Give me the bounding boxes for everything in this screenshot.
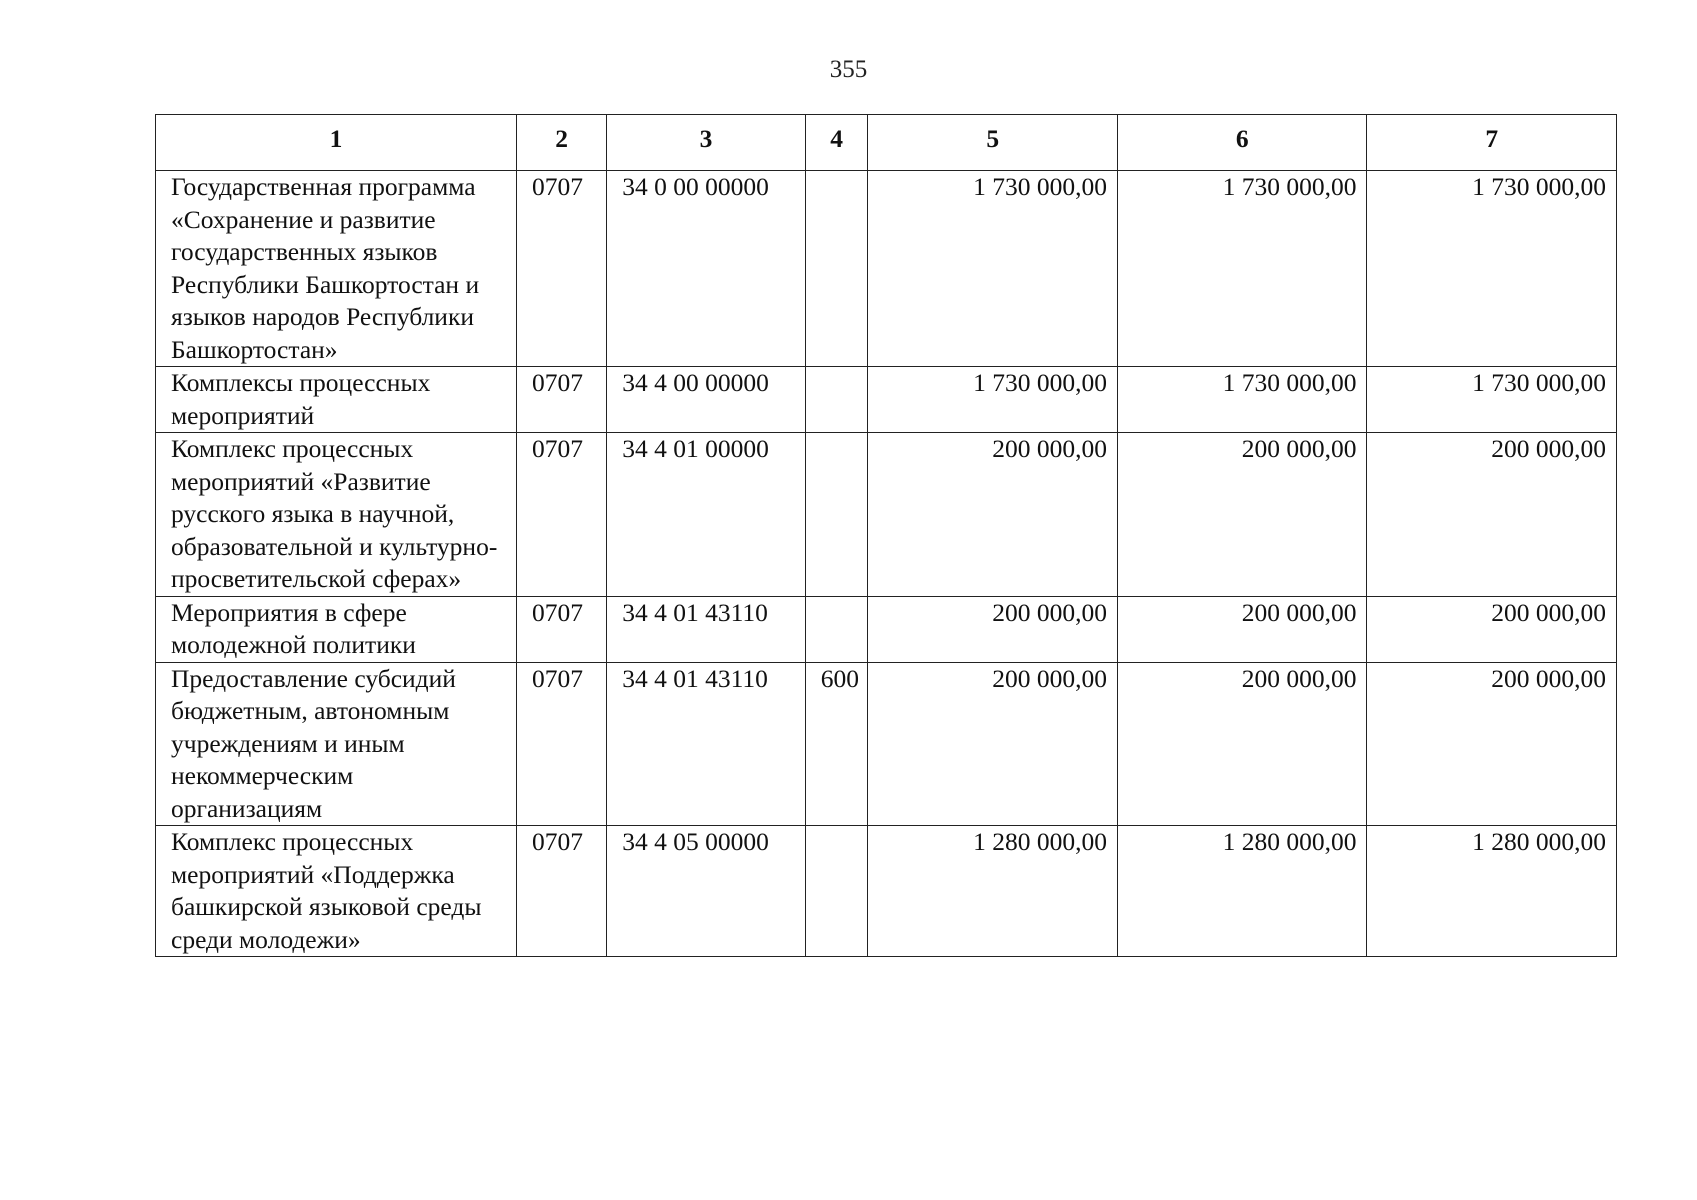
table-header xyxy=(156,115,1617,171)
row-target-code: 34 4 01 00000 xyxy=(607,433,806,597)
row-sum-1: 1 730 000,00 xyxy=(868,367,1118,433)
table-row xyxy=(156,826,1617,957)
row-target-code: 34 4 01 43110 xyxy=(607,662,806,826)
row-name: Комплекс процессных мероприятий «Поддержка башкирской языковой среды среди молодежи» xyxy=(156,826,517,957)
row-sum-3: 200 000,00 xyxy=(1367,433,1617,597)
row-sum-1: 200 000,00 xyxy=(868,596,1118,662)
row-sum-2: 1 730 000,00 xyxy=(1117,367,1367,433)
header-cell-3: 3 xyxy=(607,115,806,171)
row-sum-3: 200 000,00 xyxy=(1367,596,1617,662)
header-cell-7: 7 xyxy=(1367,115,1617,171)
row-sum-2: 200 000,00 xyxy=(1117,662,1367,826)
row-sum-3: 200 000,00 xyxy=(1367,662,1617,826)
row-name: Государственная программа «Сохранение и развитие государственных языков Республики Башкортостан и языков народов Республики Башкортостан» xyxy=(156,171,517,367)
row-expense-type xyxy=(805,433,868,597)
table-row xyxy=(156,433,1617,597)
row-expense-type: 600 xyxy=(805,662,868,826)
header-cell-5: 5 xyxy=(868,115,1118,171)
row-target-code: 34 4 00 00000 xyxy=(607,367,806,433)
row-section-code: 0707 xyxy=(517,171,607,367)
row-sum-3: 1 730 000,00 xyxy=(1367,171,1617,367)
row-sum-3: 1 280 000,00 xyxy=(1367,826,1617,957)
header-cell-6: 6 xyxy=(1117,115,1367,171)
table-row xyxy=(156,596,1617,662)
row-target-code: 34 0 00 00000 xyxy=(607,171,806,367)
row-section-code: 0707 xyxy=(517,596,607,662)
row-expense-type xyxy=(805,826,868,957)
row-section-code: 0707 xyxy=(517,433,607,597)
table-body xyxy=(156,171,1617,957)
table-row xyxy=(156,367,1617,433)
header-cell-2: 2 xyxy=(517,115,607,171)
table-row xyxy=(156,171,1617,367)
row-expense-type xyxy=(805,367,868,433)
row-sum-1: 200 000,00 xyxy=(868,433,1118,597)
row-expense-type xyxy=(805,596,868,662)
row-name: Комплекс процессных мероприятий «Развитие русского языка в научной, образовательной и культурно-просветительской сферах» xyxy=(156,433,517,597)
row-sum-2: 200 000,00 xyxy=(1117,433,1367,597)
header-cell-4: 4 xyxy=(805,115,868,171)
row-sum-2: 1 730 000,00 xyxy=(1117,171,1367,367)
row-name: Предоставление субсидий бюджетным, автономным учреждениям и иным некоммерческим организациям xyxy=(156,662,517,826)
row-section-code: 0707 xyxy=(517,662,607,826)
row-section-code: 0707 xyxy=(517,826,607,957)
row-sum-1: 200 000,00 xyxy=(868,662,1118,826)
header-cell-1: 1 xyxy=(156,115,517,171)
header-row xyxy=(156,115,1617,171)
row-target-code: 34 4 01 43110 xyxy=(607,596,806,662)
row-sum-3: 1 730 000,00 xyxy=(1367,367,1617,433)
row-section-code: 0707 xyxy=(517,367,607,433)
row-name: Комплексы процессных мероприятий xyxy=(156,367,517,433)
budget-table xyxy=(155,114,1617,957)
row-sum-1: 1 280 000,00 xyxy=(868,826,1118,957)
table-row xyxy=(156,662,1617,826)
row-sum-2: 1 280 000,00 xyxy=(1117,826,1367,957)
row-expense-type xyxy=(805,171,868,367)
row-sum-1: 1 730 000,00 xyxy=(868,171,1118,367)
row-target-code: 34 4 05 00000 xyxy=(607,826,806,957)
row-sum-2: 200 000,00 xyxy=(1117,596,1367,662)
row-name: Мероприятия в сфере молодежной политики xyxy=(156,596,517,662)
page-number: 355 xyxy=(829,56,868,83)
